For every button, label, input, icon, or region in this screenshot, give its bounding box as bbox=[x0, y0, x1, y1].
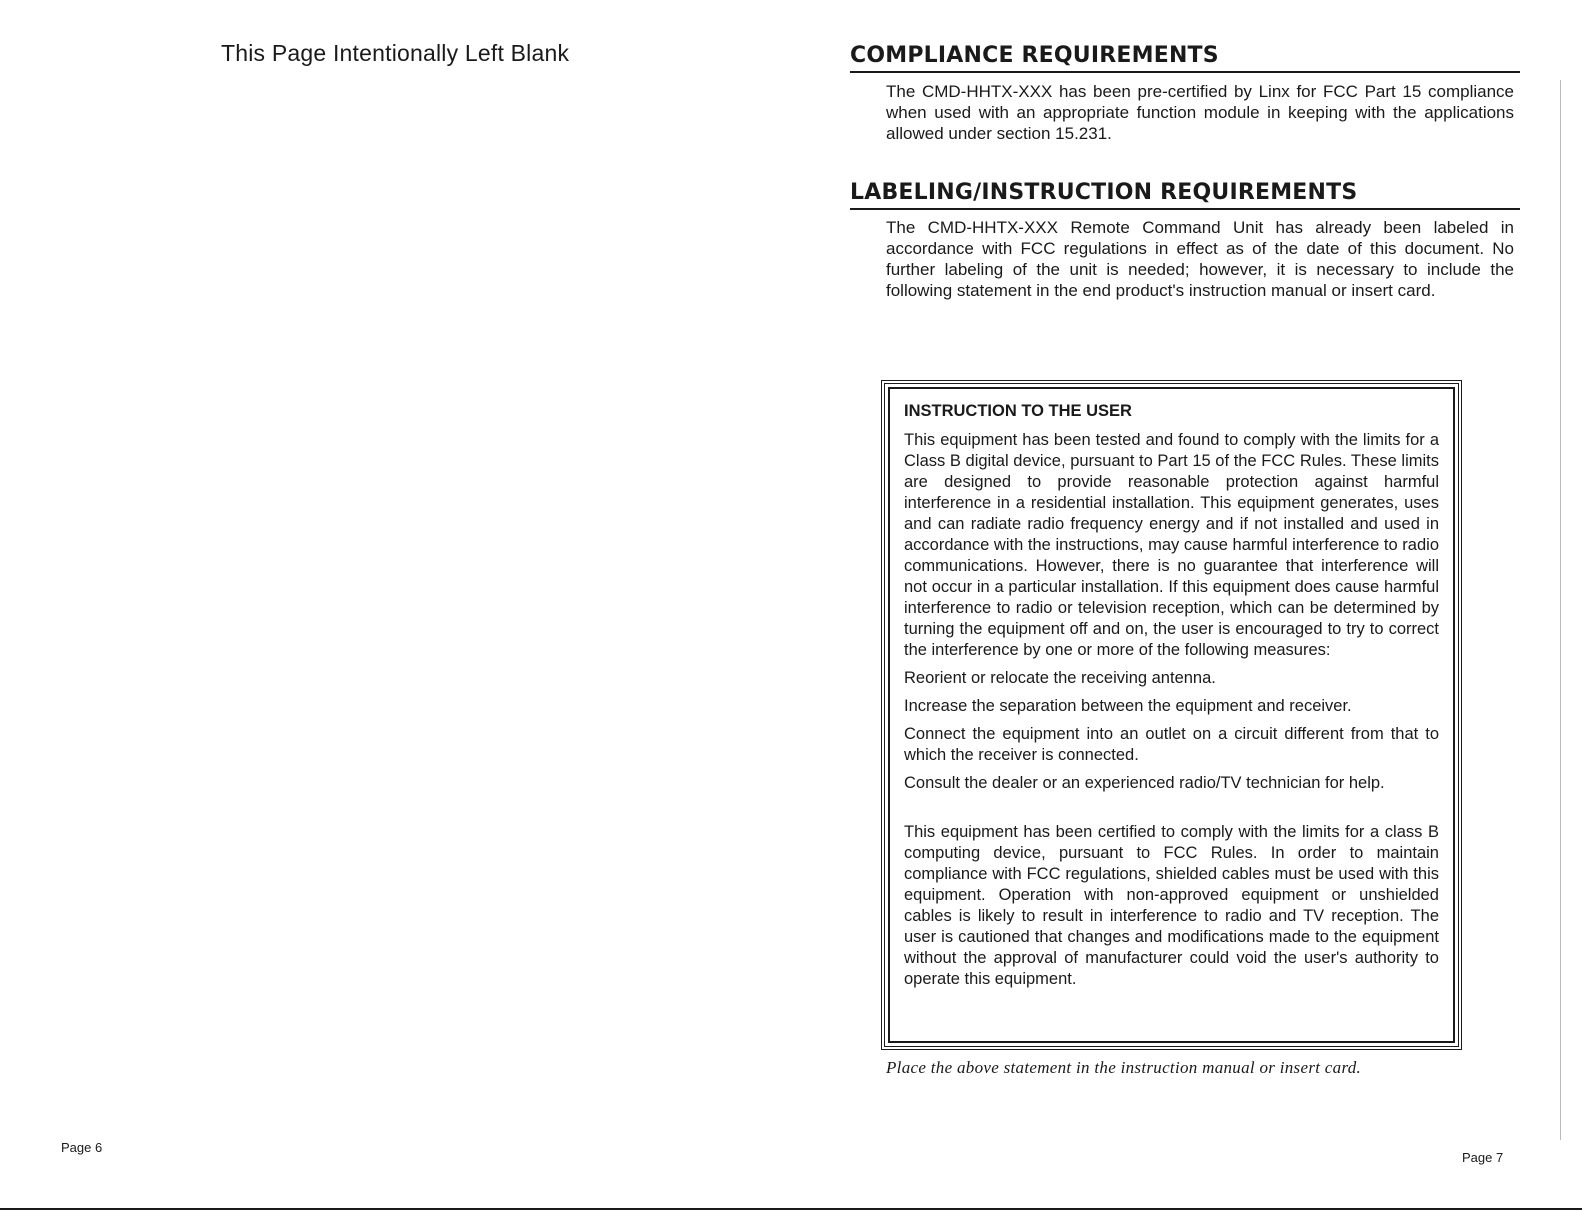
page-number-right: Page 7 bbox=[1462, 1150, 1504, 1165]
notice-paragraph-fcc-limits: This equipment has been tested and found to comply with the limits for a Class B digital device, pursuant to Part 15 of the FCC Rules. These limits are designed to provide reasonable protection against harmful interference in a residential installation. This equipment generates, uses and can radiate radio frequency energy and if not installed and used in accordance with the instructions, may cause harmful interference to radio communications. However, there is no guarantee that interference will not occur in a particular installation. If this equipment does cause harmful interference to radio or television reception, which can be determined by turning the equipment off and on, the user is encouraged to try to correct the interference by one or more of the following measures: bbox=[904, 431, 1439, 659]
page-edge-line bbox=[1560, 80, 1561, 1140]
labeling-body: The CMD-HHTX-XXX Remote Command Unit has already been labeled in accordance with FCC regulations in effect as of the date of this document. No further labeling of the unit is needed; however, it is necessary to include the following statement in the end product's instruction manual or insert card. bbox=[886, 218, 1514, 300]
placement-caption: Place the above statement in the instruction manual or insert card. bbox=[886, 1058, 1362, 1077]
notice-measure-separation: Increase the separation between the equipment and receiver. bbox=[904, 697, 1352, 715]
compliance-body: The CMD-HHTX-XXX has been pre-certified by Linx for FCC Part 15 compliance when used with an appropriate function module in keeping with the applications allowed under section 15.231. bbox=[886, 82, 1514, 143]
page-number-left: Page 6 bbox=[61, 1140, 103, 1155]
notice-paragraph-certification: This equipment has been certified to comply with the limits for a class B computing device, pursuant to FCC Rules. In order to maintain compliance with FCC regulations, shielded cables must be used with this equipment. Operation with non-approved equipment or unshielded cables is likely to result in interference to radio and TV reception. The user is cautioned that changes and modifications made to the equipment without the approval of manufacturer could void the user's authority to operate this equipment. bbox=[904, 823, 1439, 988]
notice-measure-consult: Consult the dealer or an experienced radio/TV technician for help. bbox=[904, 774, 1385, 792]
instruction-notice-inner bbox=[888, 387, 1455, 1043]
bottom-rule bbox=[0, 1208, 1582, 1210]
labeling-heading: LABELING/INSTRUCTION REQUIREMENTS bbox=[850, 181, 1520, 210]
blank-page-notice: This Page Intentionally Left Blank bbox=[221, 40, 570, 66]
compliance-heading: COMPLIANCE REQUIREMENTS bbox=[850, 44, 1520, 73]
notice-measure-reorient: Reorient or relocate the receiving antenna. bbox=[904, 669, 1216, 687]
notice-measure-outlet: Connect the equipment into an outlet on a circuit different from that to which the receiver is connected. bbox=[904, 725, 1439, 764]
instruction-notice-box bbox=[881, 380, 1462, 1050]
notice-title: INSTRUCTION TO THE USER bbox=[904, 402, 1132, 420]
